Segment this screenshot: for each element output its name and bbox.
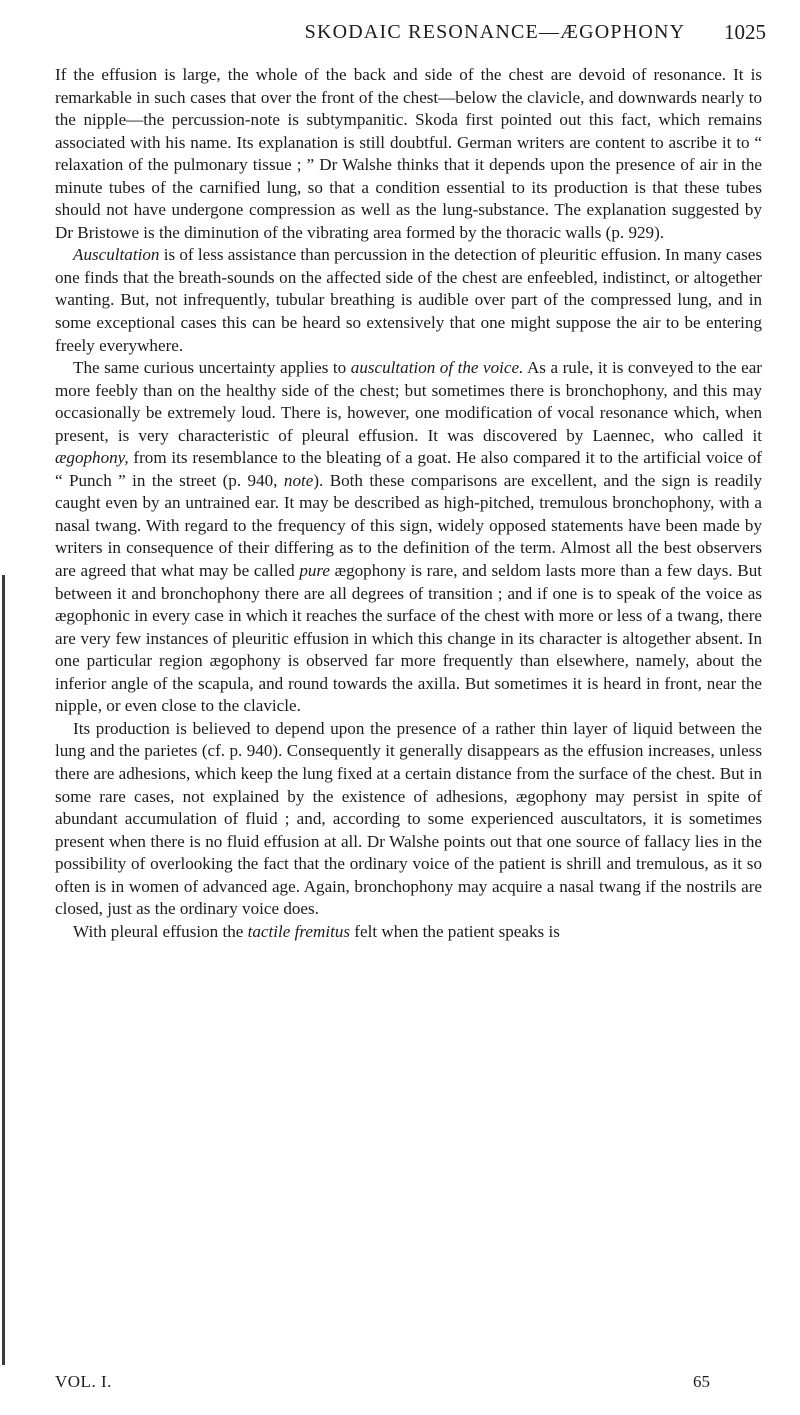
- paragraph: [55, 718, 762, 921]
- italic-phrase: Auscultation: [73, 245, 160, 265]
- paragraph: [55, 244, 762, 357]
- text-run: felt when the patient speaks is: [350, 921, 560, 941]
- page-footer: [55, 1371, 762, 1395]
- italic-phrase: tactile fremitus: [247, 921, 351, 941]
- text-run: is of less assistance than percussion in the detection of pleuritic effusion. In many cases one finds that the breath-sounds on the affected side of the chest are enfeebled, indistinct, or altogether wanting. But, not infrequently, tubular breathing is audible over part of the compressed lung, and in some exceptional cases this can be heard so extensively that one might suppose the air to be entering freely everywhere.: [55, 245, 762, 355]
- text-run: ). Both these comparisons are excellent, and the sign is readily caught even by an untrained ear. It may be described as high-pitched, tremulous bronchophony, with a nasal twang. With regard to the frequency of this sign, widely opposed statements have been made by writers in consequence of their differing as to the definition of the term. Almost all the best observers are agreed that what may be called: [55, 470, 762, 581]
- body-text: [55, 64, 762, 943]
- volume-mark: VOL. I.: [55, 1372, 112, 1391]
- italic-phrase: ægophony,: [55, 448, 129, 468]
- text-run: Its production is believed to depend upon the presence of a rather thin layer of liquid between the lung and the parietes (cf. p. 940). Consequently it generally disappears as the effusion increases, unless there are adhesions, which keep the lung fixed at a certain distance from the surface of the chest. But in some rare cases, not explained by the existence of adhesions, ægophony may persist in spite of abundant accumulation of fluid ; and, according to some experienced auscultators, it is sometimes present when there is no fluid effusion at all. Dr Walshe points out that one source of fallacy lies in the possibility of overlooking the fact that the ordinary voice of the patient is shrill and tremulous, as it so often is in women of advanced age. Again, bronchophony may acquire a nasal twang if the nostrils are closed, just as the ordinary voice does.: [55, 718, 762, 919]
- paragraph: [55, 921, 762, 944]
- page-header: [0, 18, 800, 58]
- running-title: SKODAIC RESONANCE—ÆGOPHONY: [304, 21, 686, 43]
- text-run: The same curious uncertainty applies to: [73, 358, 351, 378]
- signature-mark: 65: [693, 1372, 710, 1391]
- text-run: from its resemblance to the bleating of a goat. He also compared it to the artificial voice of “ Punch ” in the street (p. 940,: [55, 448, 762, 490]
- text-run: With pleural effusion the: [73, 921, 248, 941]
- page-edge-rule: [2, 575, 5, 1365]
- italic-phrase: auscultation of the voice.: [350, 358, 524, 378]
- paragraph: [55, 64, 762, 244]
- page-number: 1025: [724, 20, 766, 44]
- italic-phrase: note: [283, 470, 314, 490]
- italic-phrase: pure: [299, 561, 331, 581]
- text-run: If the effusion is large, the whole of the back and side of the chest are devoid of resonance. It is remarkable in such cases that over the front of the chest—below the clavicle, and downwards nearly to the nipple—the percussion-note is subtympanitic. Skoda first pointed out this fact, which remains associated with his name. Its explanation is still doubtful. German writers are content to ascribe it to “ relaxation of the pulmonary tissue ; ” Dr Walshe thinks that it depends upon the presence of air in the minute tubes of the carnified lung, so that a condition essential to its production is that these tubes should not have undergone compression as well as the lung-substance. The explanation suggested by Dr Bristowe is the diminution of the vibrating area formed by the thoracic walls (p. 929).: [55, 65, 762, 242]
- text-run: ægophony is rare, and seldom lasts more than a few days. But between it and bronchophony there are all degrees of transition ; and if one is to speak of the voice as ægophonic in every case in which it reaches the surface of the chest with more or less of a twang, there are very few instances of pleuritic effusion in which this change in its character is altogether absent. In one particular region ægophony is observed far more frequently than elsewhere, namely, about the inferior angle of the scapula, and round towards the axilla. But sometimes it is heard in front, near the nipple, or even close to the clavicle.: [55, 561, 762, 716]
- paragraph: [55, 357, 762, 718]
- text-run: As a rule, it is conveyed to the ear more feebly than on the healthy side of the chest; but sometimes there is bronchophony, and this may occasionally be extremely loud. There is, however, one modification of vocal resonance which, when present, is very characteristic of pleural effusion. It was discovered by Laennec, who called it: [55, 358, 762, 445]
